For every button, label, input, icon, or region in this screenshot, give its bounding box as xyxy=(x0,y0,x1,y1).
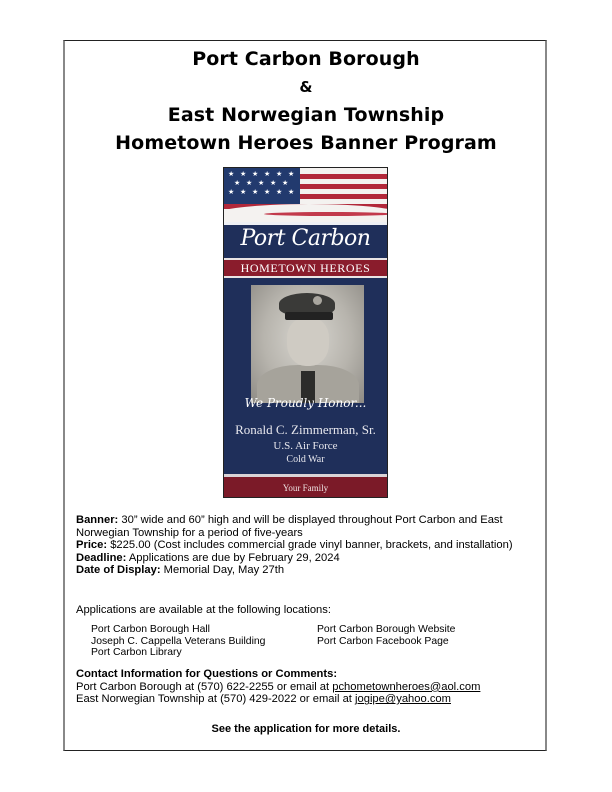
banner-branch: U.S. Air Force xyxy=(273,440,338,452)
contact-heading: Contact Information for Questions or Comments: xyxy=(76,668,338,680)
banner-honor-text: We Proudly Honor... xyxy=(244,396,367,410)
deadline-label: Deadline: xyxy=(76,551,127,564)
footer-note: See the application for more details. xyxy=(211,723,401,735)
contact-east-norwegian-text: East Norwegian Township at (570) 429-2022 or email at xyxy=(76,693,356,706)
banner-sponsor-bar xyxy=(224,477,387,498)
flag-canton: ★ ★ ★ ★ ★ ★ ★ ★ ★ ★ ★ ★ ★ ★ ★ ★ ★ xyxy=(224,168,300,204)
sample-banner-image xyxy=(223,167,388,498)
price-text: $225.00 (Cost includes commercial grade vinyl banner, brackets, and installation) xyxy=(107,539,513,552)
contact-port-carbon-text: Port Carbon Borough at (570) 622-2255 or email at xyxy=(76,680,333,693)
title-banner-program: Hometown Heroes Banner Program xyxy=(115,132,497,154)
banner-conflict: Cold War xyxy=(286,454,325,465)
banner-heroes-bar xyxy=(224,258,387,278)
port-carbon-email-link[interactable]: pchometownheroes@aol.com xyxy=(332,680,481,693)
locations-right-list xyxy=(317,624,455,647)
title-port-carbon-borough: Port Carbon Borough xyxy=(192,48,420,70)
display-label: Date of Display: xyxy=(76,564,161,577)
location-item: Joseph C. Cappella Veterans Building xyxy=(91,635,266,647)
banner-subtitle: HOMETOWN HEROES xyxy=(240,261,371,275)
display-date-detail xyxy=(76,564,546,577)
locations-intro: Applications are available at the following locations: xyxy=(76,604,331,616)
details-block xyxy=(76,514,546,577)
contact-port-carbon xyxy=(76,681,546,694)
deadline-detail xyxy=(76,552,546,565)
location-item: Port Carbon Borough Hall xyxy=(91,624,210,635)
location-item: Port Carbon Library xyxy=(91,647,182,658)
price-label: Price: xyxy=(76,539,108,552)
location-item: Port Carbon Borough Website xyxy=(317,624,456,635)
veteran-portrait-photo xyxy=(251,285,364,403)
banner-hero-name: Ronald C. Zimmerman, Sr. xyxy=(235,422,376,437)
title-east-norwegian-township: East Norwegian Township xyxy=(167,104,445,126)
locations-left-list xyxy=(91,624,265,659)
east-norwegian-email-link[interactable]: jogipe@yahoo.com xyxy=(355,693,451,706)
banner-sponsor: Your Family xyxy=(282,483,329,493)
banner-label: Banner: xyxy=(76,514,119,526)
contact-east-norwegian xyxy=(76,693,546,706)
location-item: Port Carbon Facebook Page xyxy=(317,635,449,647)
title-ampersand: & xyxy=(299,78,313,96)
banner-text: 30” wide and 60” high and will be displayed throughout Port Carbon and East Norwegian Township for a period of five-years xyxy=(76,514,503,539)
banner-size-detail xyxy=(76,514,546,539)
display-text: Memorial Day, May 27th xyxy=(160,564,285,577)
american-flag-graphic xyxy=(224,168,387,222)
contact-block xyxy=(76,668,546,706)
deadline-text: Applications are due by February 29, 2024 xyxy=(126,551,340,564)
price-detail xyxy=(76,539,546,552)
banner-script-title: Port Carbon xyxy=(240,226,371,251)
